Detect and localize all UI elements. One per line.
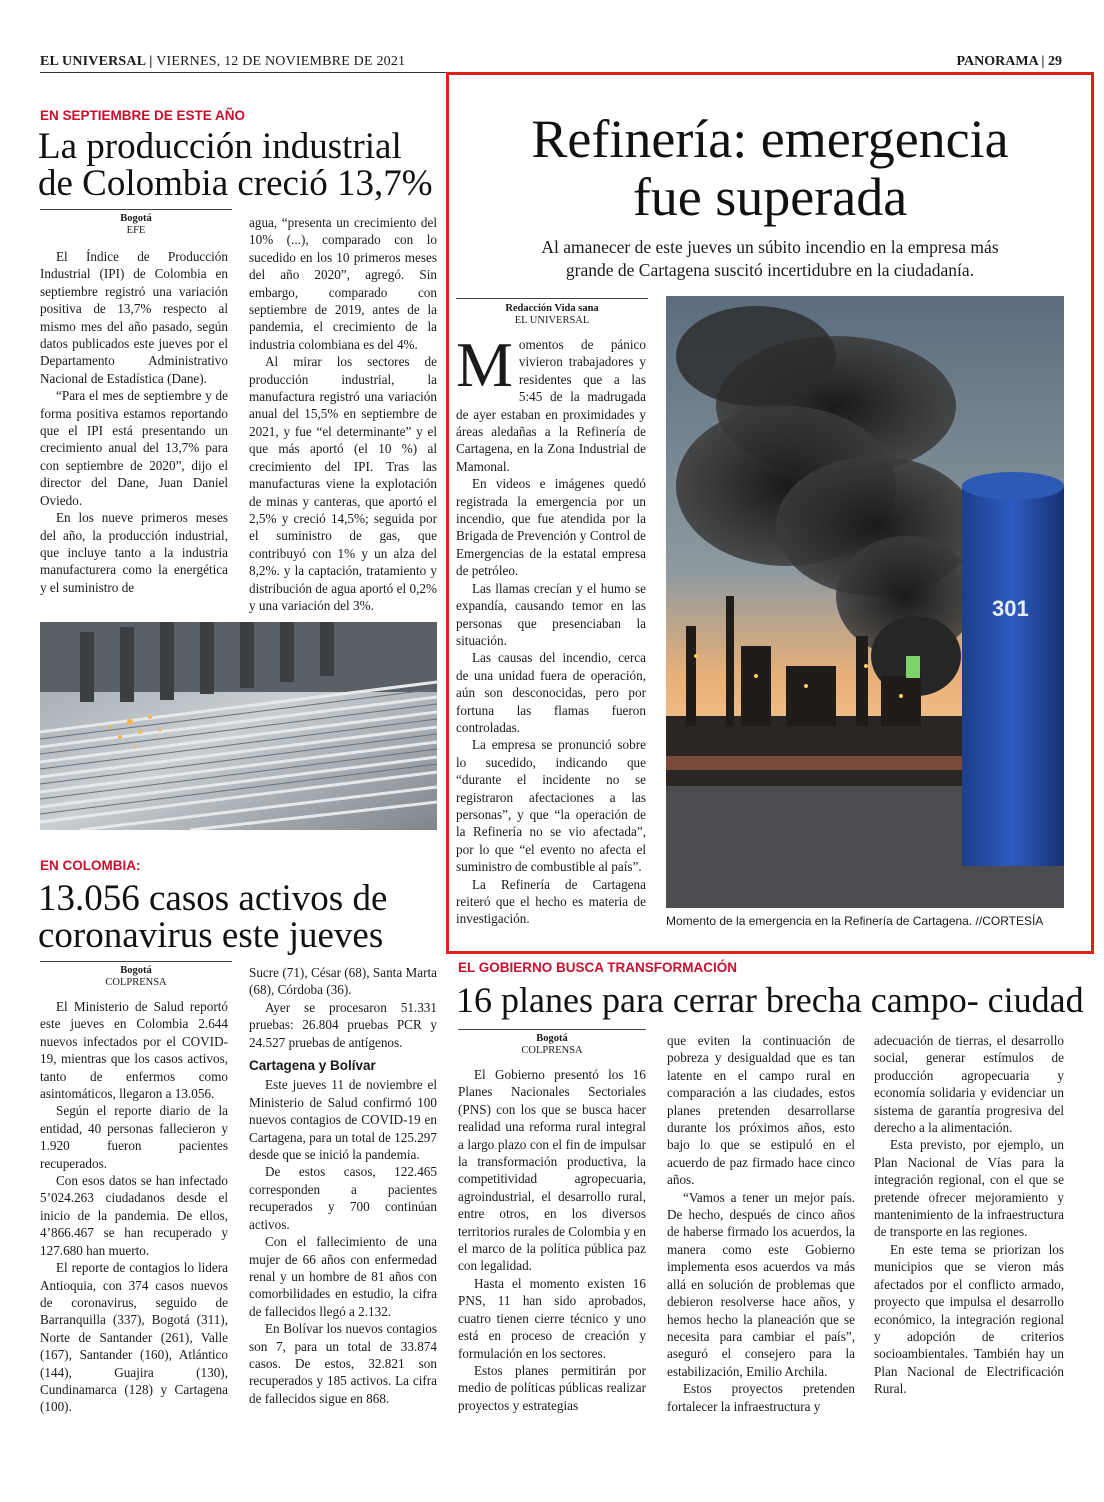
article1-kicker: EN SEPTIEMBRE DE ESTE AÑO [40,108,246,123]
article2-title-line1: 13.056 casos activos de [38,878,388,919]
section-page: PANORAMA | 29 [956,54,1062,69]
masthead [40,54,405,70]
article4-col1 [458,1066,646,1414]
article4-byline-city: Bogotá [536,1033,568,1044]
article4-byline [458,1033,646,1057]
article3-first-para: omentos de pánico vivieron trabajadores y residentes que a las 5:45 de la madrugada de ayer estaban en proximidades y áreas aledañas a la Refinería de Cartagena, en la Zona Industrial de Mamonal. [456,337,646,474]
article1-col2 [249,214,437,614]
article4-byline-rule [458,1029,646,1030]
paper-name: EL UNIVERSAL | [40,54,153,69]
article3-byline [456,303,648,327]
article2-byline-city: Bogotá [120,965,152,976]
article3-p4: Las causas del incendio, cerca de una unidad fuera de operación, aún son desconocidas, pero por fortuna las flamas fueron controladas. [456,650,646,735]
article2-title [38,880,438,954]
article1-col1-p3: En los nueve primeros meses del año, la producción industrial, que incluye tanto a la industria manufacturera como la energética y el suministro de [40,510,228,595]
article2-col1 [40,998,228,1416]
article4-col3-p3: En este tema se priorizan los municipios que se vieron más afectados por el conflicto armado, proyecto que impulsa el desarrollo económico, la integración regional y adopción de criterios socioambientales. También hay un Plan Nacional de Electrificación Rural. [874,1241,1064,1397]
article4-title: 16 planes para cerrar brecha campo- ciudad [456,980,1084,1020]
article2-col1-p3: Con esos datos se han infectado 5’024.263 ciudadanos desde el inicio de la pandemia. De ellos, 4’866.467 se han recuperado y 127.680 han muerto. [40,1173,228,1258]
article2-col2-p1: Sucre (71), César (68), Santa Marta (68), Córdoba (36). [249,965,437,998]
article2-col2-p6: En Bolívar los nuevos contagios son 7, para un total de 33.874 casos. De estos, 32.821 son recuperados y 185 activos. La cifra de fallecidos sigue en 868. [249,1321,437,1406]
article4-col2-p1: que eviten la continuación de pobreza y desigualdad que es tan latente en el campo rural en comparación a las ciudades, estos planes pretenden desarrollarse durante los próximos años, esto bajo lo que se estipuló en el acuerdo de paz firmado hace cinco años. [667,1033,855,1188]
article1-title-line2: de Colombia creció 13,7% [38,163,433,204]
article3-byline-org: EL UNIVERSAL [514,315,590,327]
article4-col3-p2: Esta previsto, por ejemplo, un Plan Nacional de Vías para la integración regional, con el que se pretende ofrecer mejoramiento y mantenimiento de la infraestructura de transporte en las regiones. [874,1137,1064,1240]
article1-col1 [40,248,228,596]
article1-byline-city: Bogotá [120,213,152,224]
article3-title [456,110,1084,226]
photo-caption [666,914,1043,928]
article1-byline-agency: EFE [126,225,146,237]
article2-col2-p4: De estos casos, 122.465 corresponden a pacientes recuperados y 700 continúan activos. [249,1164,437,1232]
article2-col2-p5: Con el fallecimiento de una mujer de 66 años con enfermedad renal y un hombre de 81 años con comorbilidades en estudio, la cifra de fallecidos llegó a 2.132. [249,1234,437,1319]
article3-body [456,329,646,928]
article3-p5: La empresa se pronunció sobre lo sucedido, indicando que “durante el incidente no se registraron afectaciones a las personas”, y que “la operación de la Refinería no se vio afectada”, por lo que “el evento no afecta el suministro de combustible al país”. [456,737,646,875]
article2-title-line2: coronavirus este jueves [38,915,384,956]
article2-col1-p4: El reporte de contagios lo lidera Antioquia, con 374 casos nuevos de coronavirus, seguido de Barranquilla (337), Bogotá (311), Norte de Santander (261), Valle (167), Santander (160), Atlántico (144), Guajira (130), Cundinamarca (128) y Cartagena (100). [40,1260,228,1415]
issue-date: VIERNES, 12 DE NOVIEMBRE DE 2021 [156,54,406,69]
article2-kicker: EN COLOMBIA: [40,858,141,873]
article3-dropcap: M [456,329,513,400]
refinery-fire-photo [666,296,1064,908]
article2-col2 [249,964,437,1407]
article2-byline-rule [40,961,232,962]
article2-byline-agency: COLPRENSA [105,977,167,989]
article2-col1-p2: Según el reporte diario de la entidad, 40 personas fallecieron y 1.920 fueron pacientes recuperados. [40,1103,228,1171]
article4-col1-p3: Estos planes permitirán por medio de políticas públicas realizar proyectos y estrategias [458,1362,646,1413]
article3-byline-name: Redacción Vida sana [505,303,599,314]
article2-col2-p2: Ayer se procesaron 51.331 pruebas: 26.804 pruebas PCR y 24.527 pruebas de antígenos. [249,999,437,1050]
photo-credit: CORTESÍA [982,914,1044,928]
article1-col1-p2: “Para el mes de septiembre y de forma positiva estamos reportando que el IPI está presentando un crecimiento anual del 13,7% para con septiembre de 2020”, dijo el director del Dane, Juan Daniel Oviedo. [40,388,228,508]
article4-byline-agency: COLPRENSA [521,1045,583,1057]
article3-p2: En videos e imágenes quedó registrada la emergencia por un incendio, que fue atendida por la Brigada de Prevención y Control de Emergencias de la estatal empresa de petróleo. [456,476,646,579]
article4-col1-p1: El Gobierno presentó los 16 Planes Nacionales Sectoriales (PNS) con los que se busca hacer realidad una reforma rural integral a largo plazo con el fin de impulsar la transformación productiva, la competitividad agropecuaria, agroindustrial, el desarrollo rural, entre otros, en los diversos territorios rurales de Colombia y en el marco de la política pública paz con legalidad. [458,1067,646,1274]
article4-col2-p3: Estos proyectos pretenden fortalecer la infraestructura y [667,1381,855,1414]
article3-p3: Las llamas crecían y el humo se expandía, causando temor en las personas que presenciaban la situación. [456,580,646,648]
article2-subhead: Cartagena y Bolívar [249,1058,376,1074]
article4-kicker: EL GOBIERNO BUSCA TRANSFORMACIÓN [458,960,738,975]
article3-deck-line2: grande de Cartagena suscitó incertidubre en la ciudadanía. [565,260,975,280]
article4-col2 [667,1032,855,1415]
article3-title-line1: Refinería: emergencia [531,109,1009,169]
article3-deck-line1: Al amanecer de este jueves un súbito incendio en la empresa más [541,237,999,257]
article2-col1-p1: El Ministerio de Salud reportó este jueves en Colombia 2.644 nuevos infectados por el COVID-19, mientras que los casos activos, tanto de enfermos como asintomáticos, llegaron a 13.056. [40,999,228,1102]
article1-col2-p1: agua, “presenta un crecimiento del 10% (...), comparado con lo sucedido en los 10 primeros meses del año 2020”, agregó. Sin embargo, comparado con septiembre de 2019, antes de la pandemia, el crecimiento de la industria colombiana es del 4%. [249,215,437,352]
article2-byline [40,965,232,989]
article3-p6: La Refinería de Cartagena reiteró que el hecho es materia de investigación. [456,876,646,927]
article2-col2-p3: Este jueves 11 de noviembre el Ministerio de Salud confirmó 100 nuevos contagios de COVID-19 en Cartagena, para un total de 125.297 desde que se inició la pandemia. [249,1077,437,1163]
article3-title-line2: fue superada [632,167,908,227]
article1-byline-rule [40,209,232,210]
tank-label: 301 [992,596,1029,621]
article1-byline [40,213,232,237]
photo-caption-text: Momento de la emergencia en la Refinería de Cartagena. // [666,914,983,928]
article3-byline-rule [456,298,648,299]
article4-col3 [874,1032,1064,1398]
article4-col3-p1: adecuación de tierras, el desarrollo social, generar estímulos de producción agropecuaria y economía solidaria y evidenciar un sistema de garantía progresiva del derecho a la alimentación. [874,1033,1064,1136]
article4-col2-p2: “Vamos a tener un mejor país. De hecho, después de cinco años de haberse firmado los acuerdos, la manera como este Gobierno implementa esos acuerdos va más allá en solución de problemas que debieron resolverse hace años, y hemos hecho la planeación que se necesita para cambiar el país”, aseguró el consejero para la estabilización, Emilio Archila. [667,1189,855,1379]
article1-title-line1: La producción industrial [38,126,402,167]
article1-title [38,128,438,202]
article1-col1-p1: El Índice de Producción Industrial (IPI) de Colombia en septiembre registró una variación positiva de 13,7% respecto al mismo mes del año pasado, según datos publicados este jueves por el Departamento Administrativo Nacional de Estadística (Dane). [40,249,228,386]
article3-deck [456,236,1084,282]
steel-factory-photo [40,622,437,830]
article1-col2-p2: Al mirar los sectores de producción industrial, la manufactura registró una variación anual del 15,5% en septiembre de 2021, y fue “el determinante” y el que más aportó (el 10 %) al crecimiento del IPI. Tras las manufacturas viene la explotación de minas y canteras, que aportó el 2,5% y creció 14,5%; seguida por el suministro de gas, que contribuyó con 1% y un alza del 8,2%. y la captación, tratamiento y distribución de agua aportó el 0,2% y una variación del 3%. [249,354,437,613]
article4-col1-p2: Hasta el momento existen 16 PNS, 11 han sido aprobados, cuatro tienen cierre técnico y uno está en proceso de creación y formulación en los sectores. [458,1275,646,1361]
